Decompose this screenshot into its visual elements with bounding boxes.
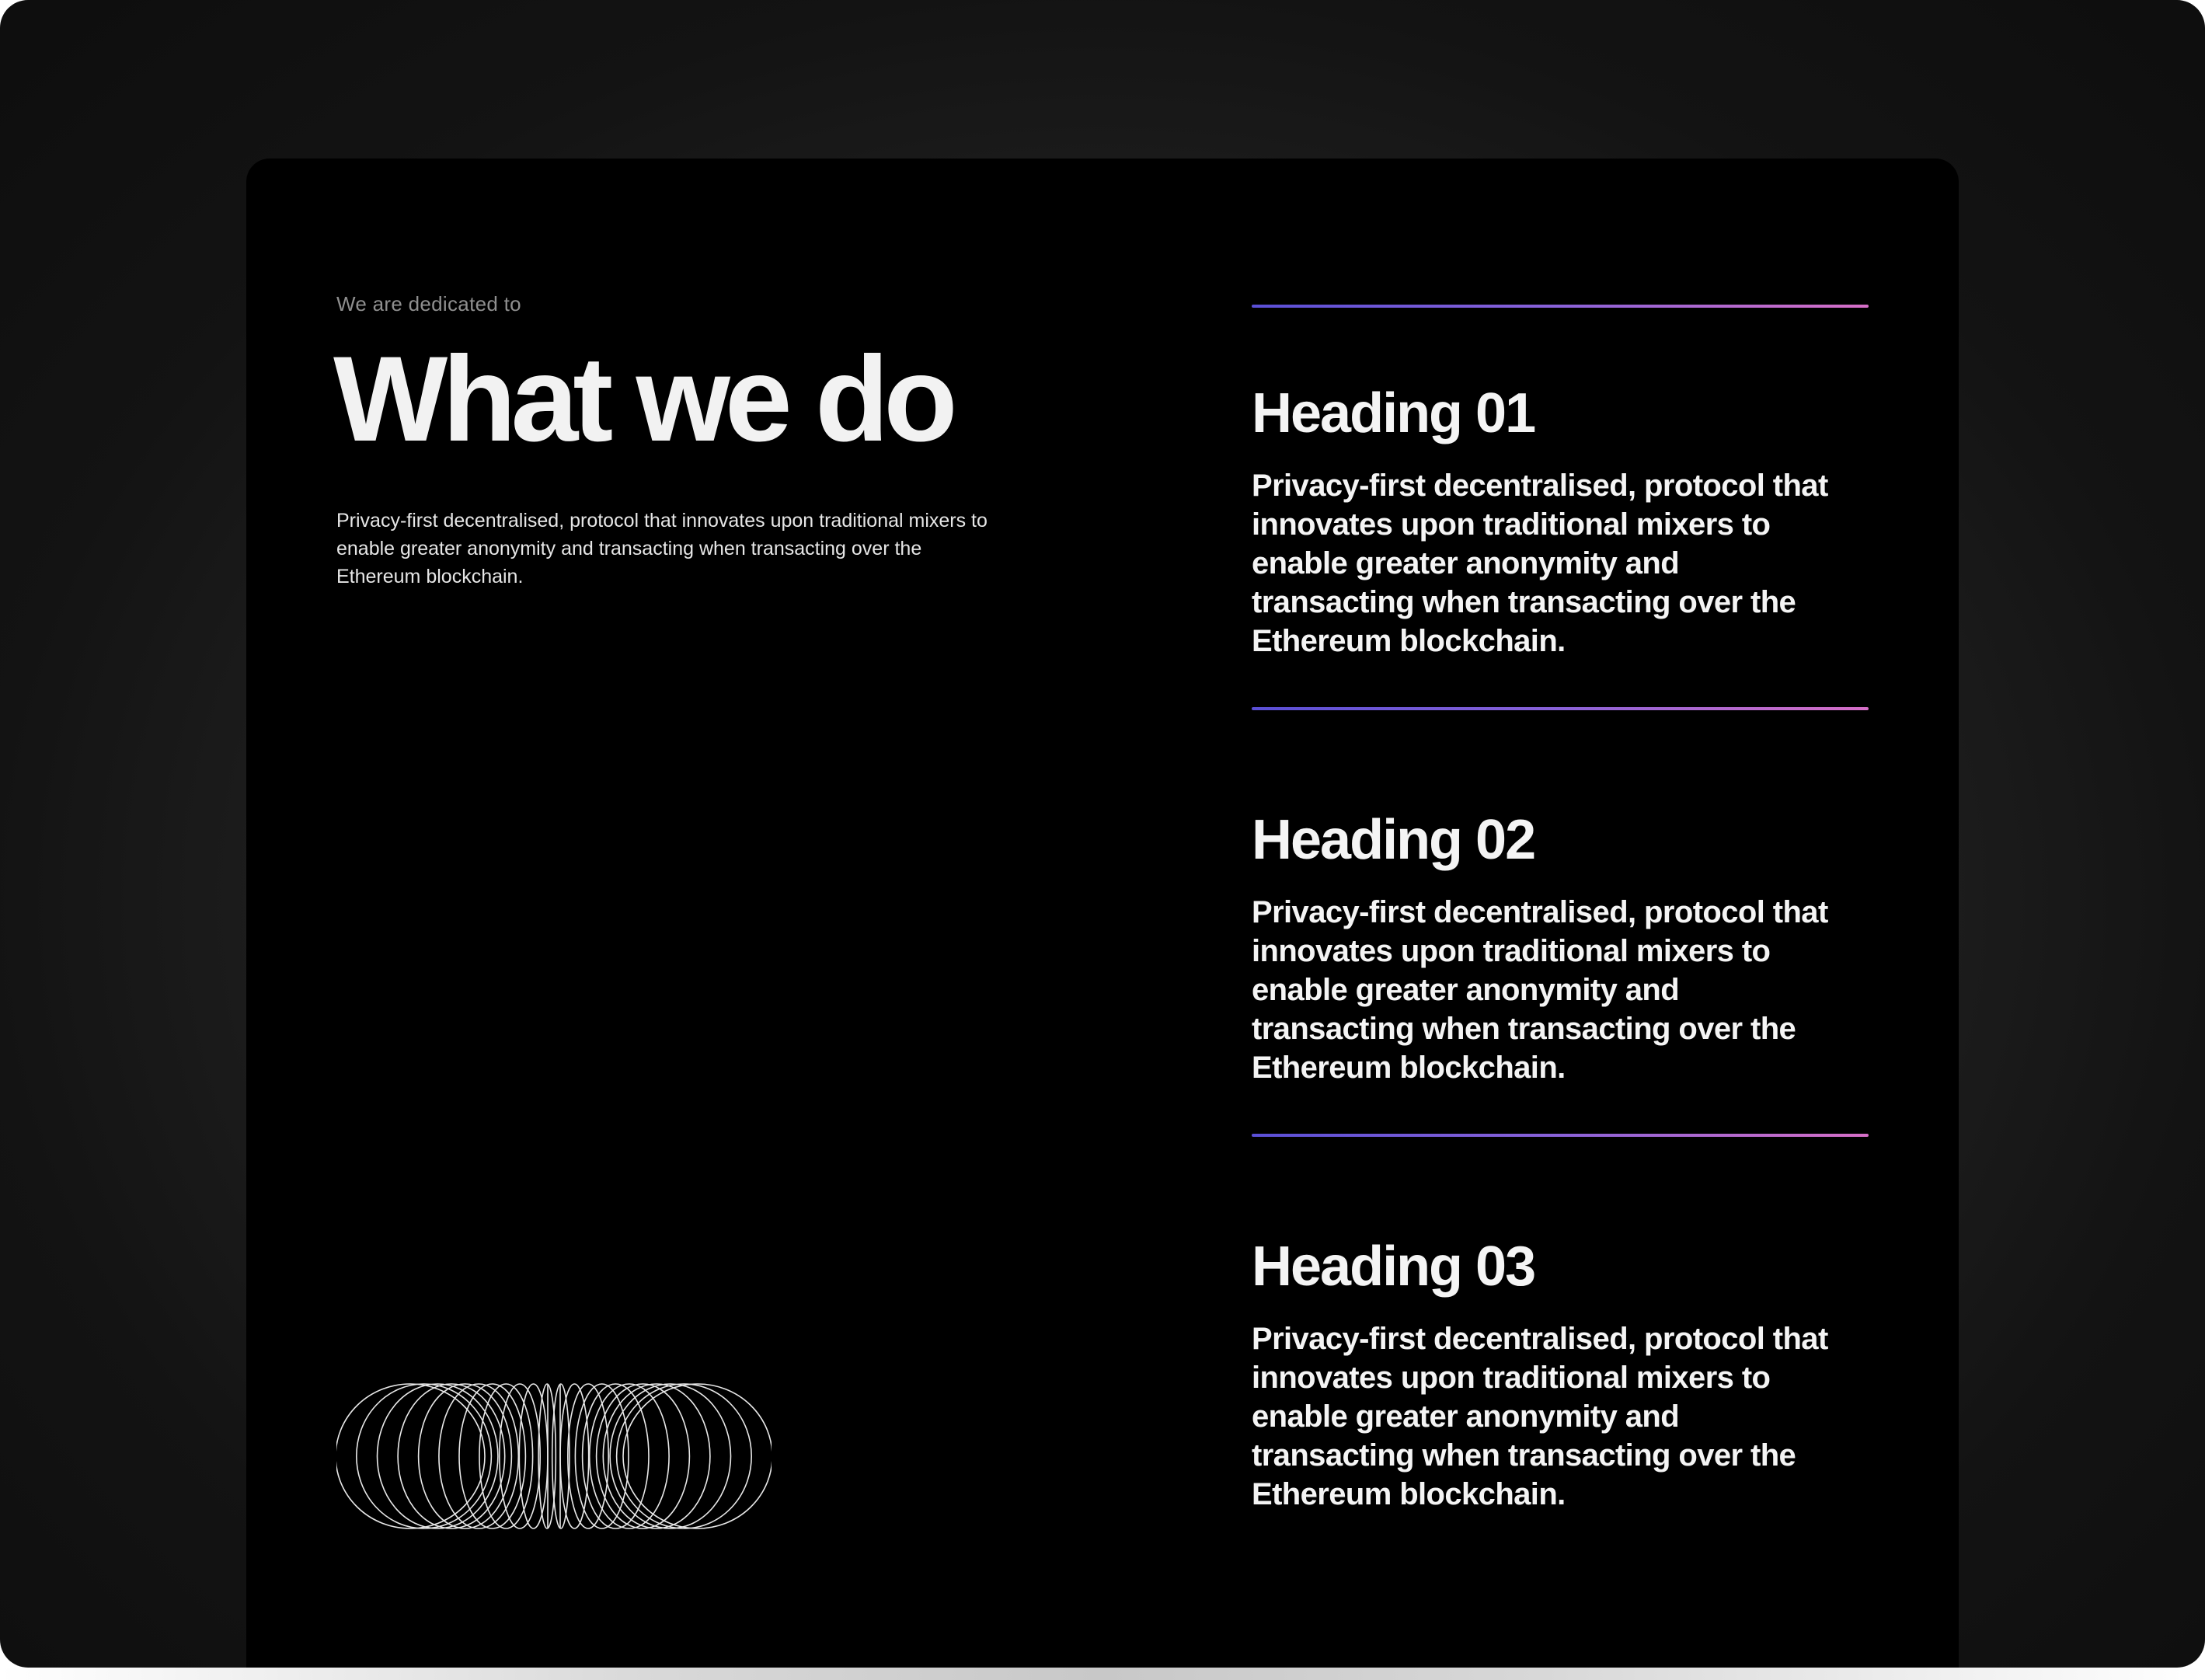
coil-ring	[479, 1384, 533, 1528]
feature-body: Privacy-first decentralised, protocol that innovates upon traditional mixers to enable greater anonymity and transacting when transacting over the Ethereum blockchain.	[1252, 469, 1828, 658]
feature-item-2	[1252, 734, 1869, 1087]
coil-ring	[583, 1384, 649, 1528]
wireframe-coil-icon	[336, 1380, 772, 1532]
coil-ring	[439, 1384, 518, 1528]
feature-divider-3	[1252, 1134, 1869, 1137]
section-eyebrow: We are dedicated to	[336, 292, 521, 315]
feature-title: Heading 02	[1252, 809, 1535, 871]
feature-title: Heading 01	[1252, 382, 1535, 444]
what-we-do-section	[246, 159, 1959, 1668]
coil-ring	[623, 1384, 772, 1528]
feature-title: Heading 03	[1252, 1236, 1535, 1298]
section-intro: Privacy-first decentralised, protocol that innovates upon traditional mixers to enable greater anonymity and transacting when transacting over the Ethereum blockchain.	[336, 510, 988, 587]
coil-ring	[459, 1384, 525, 1528]
coil-ring	[560, 1384, 589, 1528]
coil-ring	[590, 1384, 669, 1528]
feature-body: Privacy-first decentralised, protocol that innovates upon traditional mixers to enable greater anonymity and transacting when transacting over the Ethereum blockchain.	[1252, 1322, 1828, 1511]
coil-ring	[519, 1384, 548, 1528]
coil-ring	[398, 1384, 505, 1528]
bottom-shadow	[0, 1668, 2205, 1680]
coil-ring	[336, 1384, 485, 1528]
section-title: What we do	[333, 332, 953, 467]
coil-ring	[603, 1384, 710, 1528]
coil-ring	[575, 1384, 629, 1528]
feature-body: Privacy-first decentralised, protocol that innovates upon traditional mixers to enable greater anonymity and transacting when transacting over the Ethereum blockchain.	[1252, 895, 1828, 1085]
feature-item-1	[1252, 308, 1869, 660]
feature-divider-2	[1252, 707, 1869, 710]
feature-item-3	[1252, 1161, 1869, 1514]
